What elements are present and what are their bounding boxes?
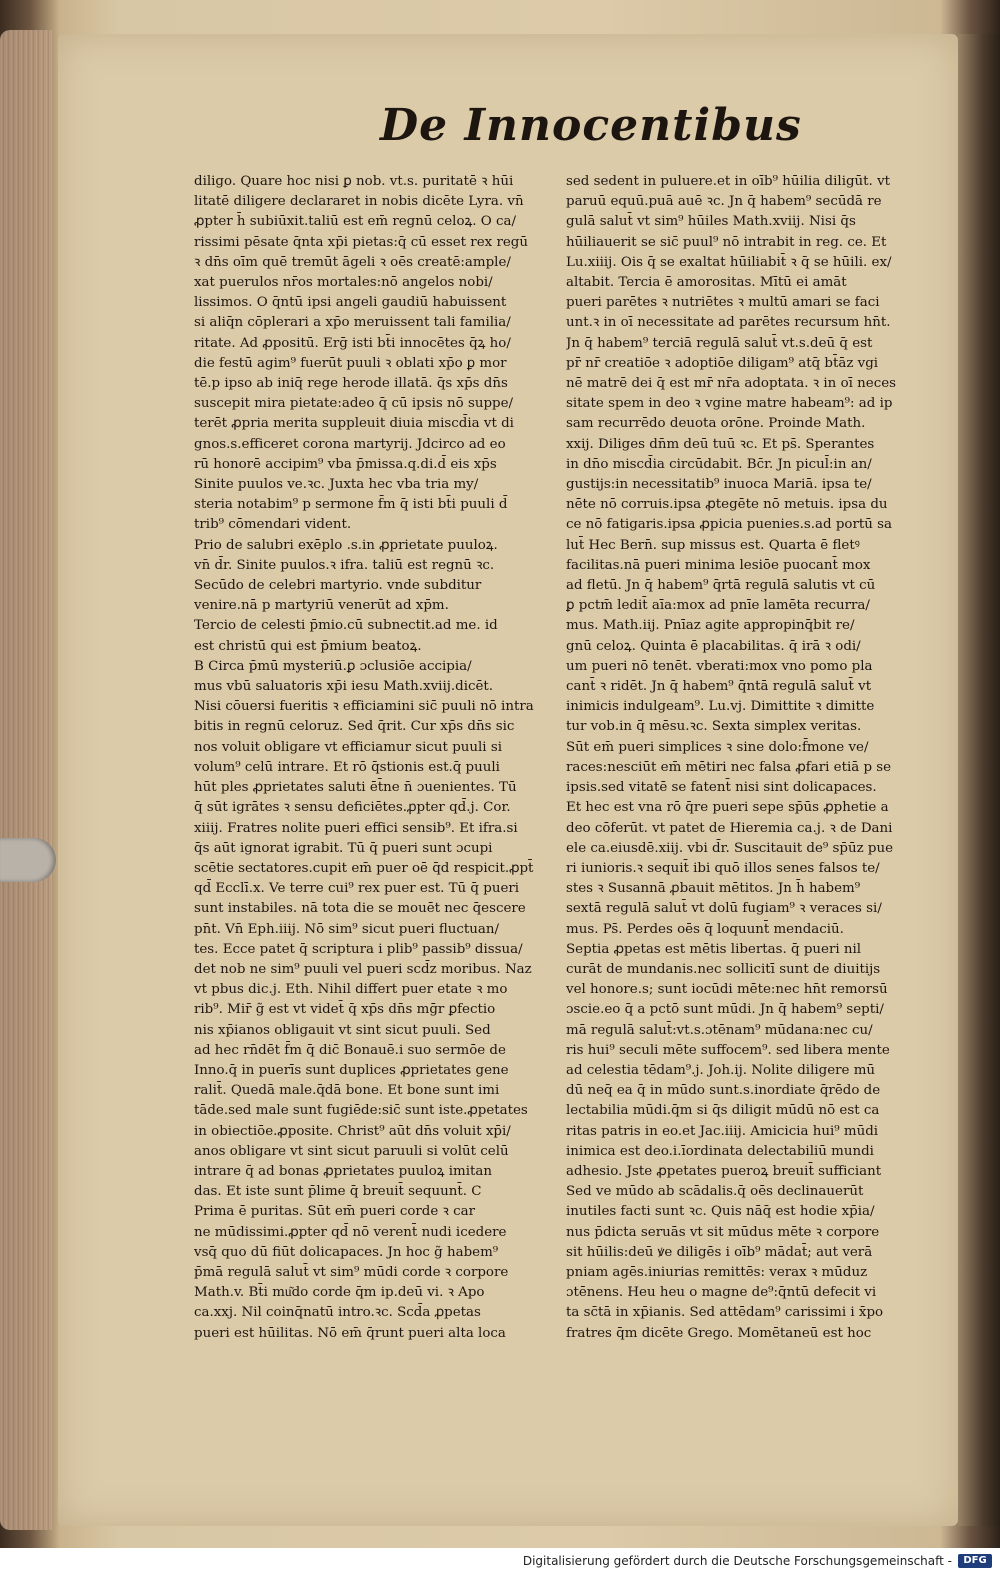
- text-line: Secūdo de celebri martyrio. vnde subditur: [194, 578, 482, 594]
- text-line: lissimos. O q̄ntū ipsi angeli gaudiū habuissent: [194, 295, 507, 311]
- text-line: in dn̄o miscd̄ia circūdabit. Bc̄r. Jn picul̄:in an/: [566, 456, 872, 472]
- text-line: intrare q̄ ad bonas ꝓprietates puuloꝝ imitan: [194, 1163, 493, 1179]
- book-clip: [0, 838, 56, 882]
- text-line: Sinite puulos ve.ꝛc. Juxta hec vba tria my/: [194, 477, 479, 493]
- text-line: nis xp̄ianos obligauit vt sint sicut puuli. Sed: [194, 1022, 491, 1038]
- text-line: Septia ꝓpetas est mētis libertas. q̄ pueri nil: [566, 941, 862, 957]
- text-line: stes ꝛ Susannā ꝓbauit mētitos. Jn h̄ habem⁹: [566, 881, 861, 897]
- funding-notice: Digitalisierung gefördert durch die Deutsche Forschungsgemeinschaft -: [522, 1554, 952, 1568]
- text-line: paruū equū.puā auē ꝛc. Jn q̄ habem⁹ secūdā re: [566, 194, 882, 210]
- text-line: ralit̄. Quedā male.q̄dā bone. Et bone sunt imi: [194, 1083, 500, 1099]
- text-line: ritas patris in eo.et Jac.iiij. Amicicia hui⁹ mūdi: [566, 1123, 879, 1139]
- text-line: ris hui⁹ seculi mēte suffocem⁹. sed libera mente: [566, 1042, 890, 1058]
- text-line: rū honorē accipim⁹ vba p̄missa.q.di.d̄ eis xp̄s: [194, 456, 497, 472]
- right-text-column: [566, 172, 938, 1342]
- text-line: ꝛ dn̄s oīm quē tremūt āgeli ꝛ oēs creatē:ample/: [194, 254, 511, 270]
- text-line: curāt de mundanis.nec sollicitī sunt de diuitijs: [566, 961, 881, 977]
- text-line: terēt ꝓpria merita suppleuit diuia miscd̄ia vt di: [194, 416, 514, 432]
- text-line: suscepit mira pietate:adeo q̄ cū ipsis nō suppe/: [194, 396, 514, 412]
- text-line: qd̄ Ecclī.x. Ve terre cui⁹ rex puer est. Tū q̄ pueri: [194, 881, 520, 897]
- text-line: ad celestia tēdam⁹.j. Joh.ij. Nolite diligere mū: [566, 1062, 876, 1078]
- text-line: ad fletū. Jn q̄ habem⁹ q̄rtā regulā salutis vt cū: [566, 578, 876, 594]
- text-line: gulā salut̄ vt sim⁹ hūiles Math.xviij. Nisi q̄s: [566, 214, 856, 230]
- text-line: deo cōferūt. vt patet de Hieremia ca.j. ꝛ de Dani: [566, 820, 893, 836]
- text-line: Math.v. Bt̄i mu͂do corde q̄m ip.deū vi. ꝛ Apo: [194, 1285, 485, 1301]
- text-line: tāde.sed male sunt fugiēde:sic̄ sunt iste.ꝓpetates: [194, 1103, 528, 1119]
- text-line: pn̄t. Vn̄ Eph.iiij. Nō sim⁹ sicut pueri fluctuan/: [194, 921, 500, 937]
- text-line: q̄ sūt igrātes ꝛ sensu deficiētes.ꝓpter qd̄.j. Cor.: [194, 800, 511, 816]
- text-line: Inno.q̄ in puerīs sunt duplices ꝓprietates gene: [194, 1062, 509, 1078]
- text-line: xat puerulos nr̄os mortales:nō angelos nobi/: [194, 275, 493, 291]
- text-line: vel honore.s; sunt iocūdi mēte:nec hn̄t remorsū: [566, 982, 888, 998]
- text-line: nos voluit obligare vt efficiamur sicut puuli si: [194, 739, 502, 755]
- text-line: q̄s aūt ignorat igrabit. Tū q̄ pueri sunt ɔcupi: [194, 840, 493, 856]
- text-line: pueri parētes ꝛ nutriētes ꝛ multū amari se faci: [566, 295, 880, 311]
- text-line: venire.nā p martyriū venerūt ad xp̄m.: [194, 598, 449, 614]
- text-line: ta sc̄tā in xp̄ianis. Sed attēdam⁹ carissimi i x̄po: [566, 1305, 884, 1321]
- text-line: Tercio de celesti p̄mio.cū subnectit.ad me. id: [194, 618, 498, 634]
- text-line: rib⁹. Mir̄ g̃ est vt videt̄ q̄ xp̄s dn̄s mḡr ꝑfectio: [194, 1002, 496, 1018]
- text-line: Nisi cōuersi fueritis ꝛ efficiamini sic̄ puuli nō intra: [194, 699, 534, 715]
- text-line: Prima ē puritas. Sūt em̄ pueri corde ꝛ car: [194, 1204, 476, 1220]
- text-line: sitate spem in deo ꝛ vgine matre habeam⁹: ad ip: [566, 396, 893, 412]
- text-line: nēte nō corruis.ipsa ꝓtegēte nō metuis. ipsa du: [566, 497, 888, 513]
- text-line: B Circa p̄mū mysteriū.ꝑ ɔclusiōe accipia/: [194, 658, 472, 674]
- left-text-column: [194, 172, 566, 1342]
- text-line: ipsis.sed vitatē se fatent̄ nisi sint dolicapaces.: [566, 780, 877, 796]
- text-line: um pueri nō tenēt. vberati:mox vno pomo pla: [566, 658, 873, 674]
- text-line: sit hūilis:deū ꝟe diligēs i oīb⁹ mādat̄; aut verā: [566, 1244, 873, 1260]
- text-line: Sed ve mūdo ab scādalis.q̄ oēs declinauerūt: [566, 1184, 864, 1200]
- text-line: mā regulā salut̄:vt.s.ɔtēnam⁹ mūdana:nec cu/: [566, 1022, 873, 1038]
- text-line: mus vbū saluatoris xp̄i iesu Math.xviij.dicēt.: [194, 679, 494, 695]
- text-line: hūt ples ꝓprietates saluti ēt̄ne n̄ ɔuenientes. Tū: [194, 780, 517, 796]
- text-line: gnos.s.efficeret corona martyrij. Jdcirco ad eo: [194, 436, 506, 452]
- text-line: ritate. Ad ꝓpositū. Erḡ isti bt̄i innocētes q̄ꝝ ho/: [194, 335, 511, 351]
- text-line: pniam agēs.iniurias remittēs: verax ꝛ mūduz: [566, 1264, 868, 1280]
- text-line: est christū qui est p̄mium beatoꝝ.: [194, 638, 422, 654]
- text-line: vn̄ d̄r. Sinite puulos.ꝛ ifra. taliū est regnū ꝛc.: [194, 557, 495, 573]
- text-line: das. Et iste sunt p̄lime q̄ breuit̄ sequunt̄. C: [194, 1184, 482, 1200]
- text-line: mus. Ps̄. Perdes oēs q̄ loquunt̄ mendaciū.: [566, 921, 844, 937]
- text-line: tes. Ecce patet q̄ scriptura i plib⁹ passib⁹ dissua/: [194, 941, 523, 957]
- text-line: adhesio. Jste ꝓpetates pueroꝝ breuit̄ sufficiant: [566, 1163, 882, 1179]
- text-line: nus p̄dicta seruās vt sit mūdus mēte ꝛ corpore: [566, 1224, 880, 1240]
- text-line: sed sedent in puluere.et in oīb⁹ hūilia diligūt. vt: [566, 174, 891, 189]
- text-line: dū neq̄ ea q̄ in mūdo sunt.s.inordiate q̄rēdo de: [566, 1083, 881, 1099]
- text-line: mus. Math.iij. Pnīaz agite appropinq̄bit re/: [566, 618, 855, 634]
- text-line: inutiles facti sunt ꝛc. Quis nāq̄ est hodie xp̄ia/: [566, 1204, 875, 1220]
- text-line: sunt instabiles. nā tota die se mouēt nec q̄escere: [194, 901, 526, 917]
- text-line: det nob ne sim⁹ puuli vel pueri scd̄z moribus. Naz: [194, 961, 532, 977]
- text-line: lectabilia mūdi.q̄m si q̄s diligit mūdū nō est ca: [566, 1103, 880, 1119]
- text-line: Jn q̄ habem⁹ terciā regulā salut̄ vt.s.deū q̄ est: [566, 335, 873, 351]
- text-line: die festū agim⁹ fuerūt puuli ꝛ oblati xp̄o ꝑ mor: [194, 355, 507, 371]
- text-line: lut̄ Hec Bern̄. sup missus est. Quarta ē fletꝰ: [566, 537, 860, 553]
- text-line: ad hec rn̄dēt f̄m q̄ dic̄ Bonauē.i suo sermōe de: [194, 1042, 506, 1058]
- text-line: vt pbus dic.j. Eth. Nihil differt puer etate ꝛ mo: [194, 982, 508, 998]
- text-line: pr̄ nr̄ creatiōe ꝛ adoptiōe diligam⁹ atq̄ bt̄āz vgi: [566, 355, 879, 371]
- text-line: ɔtēnens. Heu heu o magne de⁹:q̄ntū defecit vi: [566, 1285, 877, 1301]
- text-line: ꝑ pctm̄ ledit̄ aīa:mox ad pnīe lamēta recurra/: [566, 598, 870, 614]
- text-line: p̄mā regulā salut̄ vt sim⁹ mūdi corde ꝛ corpore: [194, 1264, 509, 1280]
- text-line: ri iunioris.ꝛ sequit̄ ibi quō illos senes falsos te/: [566, 860, 880, 876]
- text-line: diligo. Quare hoc nisi ꝑ nob. vt.s. puritatē ꝛ hūi: [194, 174, 514, 189]
- text-line: ꝓpter h̄ subiūxit.taliū est em̄ regnū celoꝝ. O ca/: [194, 214, 517, 230]
- text-line: ɔscie.eo q̄ a pctō sunt mūdi. Jn q̄ habem⁹ septi/: [566, 1002, 884, 1018]
- text-line: litatē diligere declararet in nobis dicēte Lyra. vn̄: [194, 194, 524, 210]
- text-line: hūiliauerit se sic̄ puul⁹ nō intrabit in reg. ce. Et: [566, 234, 887, 250]
- text-line: anos obligare vt sint sicut paruuli si volūt celū: [194, 1143, 509, 1159]
- text-line: ce nō fatigaris.ipsa ꝓpicia puenies.s.ad portū sa: [566, 517, 892, 533]
- text-line: altabit. Tercia ē amorositas. Mītū ei amāt: [566, 275, 847, 291]
- text-line: Lu.xiiij. Ois q̄ se exaltat hūiliabit̄ ꝛ q̄ se hūili. ex/: [566, 254, 892, 270]
- text-line: facilitas.nā pueri minima lesiōe puocant̄ mox: [566, 557, 871, 573]
- text-line: sextā regulā salut̄ vt dolū fugiam⁹ ꝛ veraces si/: [566, 901, 882, 917]
- text-line: sam recurrēdo deuota orōne. Proinde Math.: [566, 416, 866, 432]
- text-line: si aliq̄n cōplerari a xp̄o meruissent tali familia/: [194, 315, 511, 331]
- text-line: steria notabim⁹ p sermone f̄m q̄ isti bt̄i puuli d̄: [194, 497, 508, 513]
- page-heading: De Innocentibus: [380, 100, 802, 151]
- text-line: ele ca.eiusdē.xiij. vbi d̄r. Suscitauit de⁹ sp̄ūz pue: [566, 840, 894, 856]
- text-line: xiiij. Fratres nolite pueri effici sensib⁹. Et ifra.si: [194, 820, 518, 836]
- text-line: tur vob.in q̄ mēsu.ꝛc. Sexta simplex veritas.: [566, 719, 862, 735]
- text-line: pueri est hūilitas. Nō em̄ q̄runt pueri alta loca: [194, 1325, 506, 1341]
- dfg-logo: DFG: [958, 1554, 992, 1568]
- text-line: gustijs:in necessitatib⁹ inuoca Mariā. ipsa te/: [566, 477, 872, 493]
- text-line: ca.xxj. Nil coinq̄natū intro.ꝛc. Scd̄a ꝓpetas: [194, 1305, 481, 1321]
- text-line: ne mūdissimi.ꝓpter qd̄ nō verent̄ nudi icedere: [194, 1224, 507, 1240]
- text-line: inimica est deo.i.īordinata delectabiliū mundi: [566, 1143, 874, 1159]
- text-line: bitis in regnū celoruz. Sed q̄rit. Cur xp̄s dn̄s sic: [194, 719, 515, 735]
- text-line: unt.ꝛ in oī necessitate ad parētes recursum hn̄t.: [566, 315, 891, 331]
- text-line: trib⁹ cōmendari vident.: [194, 517, 352, 533]
- text-line: vsq̄ quo dū fiūt dolicapaces. Jn hoc g̃ habem⁹: [194, 1244, 499, 1260]
- text-line: Prio de salubri exēplo .s.in ꝓprietate puuloꝝ.: [194, 537, 498, 553]
- text-line: gnū celoꝝ. Quinta ē placabilitas. q̄ irā ꝛ odi/: [566, 638, 861, 654]
- text-line: volum⁹ celū intrare. Et rō q̄stionis est.q̄ puuli: [194, 759, 500, 775]
- text-line: Sūt em̄ pueri simplices ꝛ sine dolo:f̄mone ve/: [566, 739, 869, 755]
- text-line: cant̄ ꝛ ridēt. Jn q̄ habem⁹ q̄ntā regulā salut̄ vt: [566, 679, 872, 695]
- text-line: in obiectiōe.ꝓposite. Christ⁹ aūt dn̄s voluit xp̄i/: [194, 1123, 511, 1139]
- book-binding-shadow: [958, 34, 1000, 1526]
- footer-bar: [0, 1548, 1000, 1574]
- text-line: inimicis indulgeam⁹. Lu.vj. Dimittite ꝛ dimitte: [566, 699, 875, 715]
- book-page-edges: [0, 30, 52, 1530]
- text-line: rissimi pēsate q̄nta xp̄i pietas:q̄ cū esset rex regū: [194, 234, 528, 250]
- text-line: scētie sectatores.cupit em̄ puer oē q̄d respicit.ꝓpt̄: [194, 860, 534, 876]
- text-line: tē.p ipso ab iniq̄ rege herode illatā. q̄s xp̄s dn̄s: [194, 376, 508, 392]
- text-line: nē matrē dei q̄ est mr̄ nr̄a adoptata. ꝛ in oī neces: [566, 376, 897, 392]
- text-line: xxij. Diliges dn̄m deū tuū ꝛc. Et ps̄. Sperantes: [566, 436, 875, 452]
- text-line: races:nesciūt em̄ mētiri nec falsa ꝓfari etiā p se: [566, 759, 892, 775]
- text-line: Et hec est vna rō q̄re pueri sepe sp̄ūs ꝓphetie a: [566, 800, 889, 816]
- text-line: fratres q̄m dicēte Grego. Momētaneū est hoc: [566, 1325, 872, 1341]
